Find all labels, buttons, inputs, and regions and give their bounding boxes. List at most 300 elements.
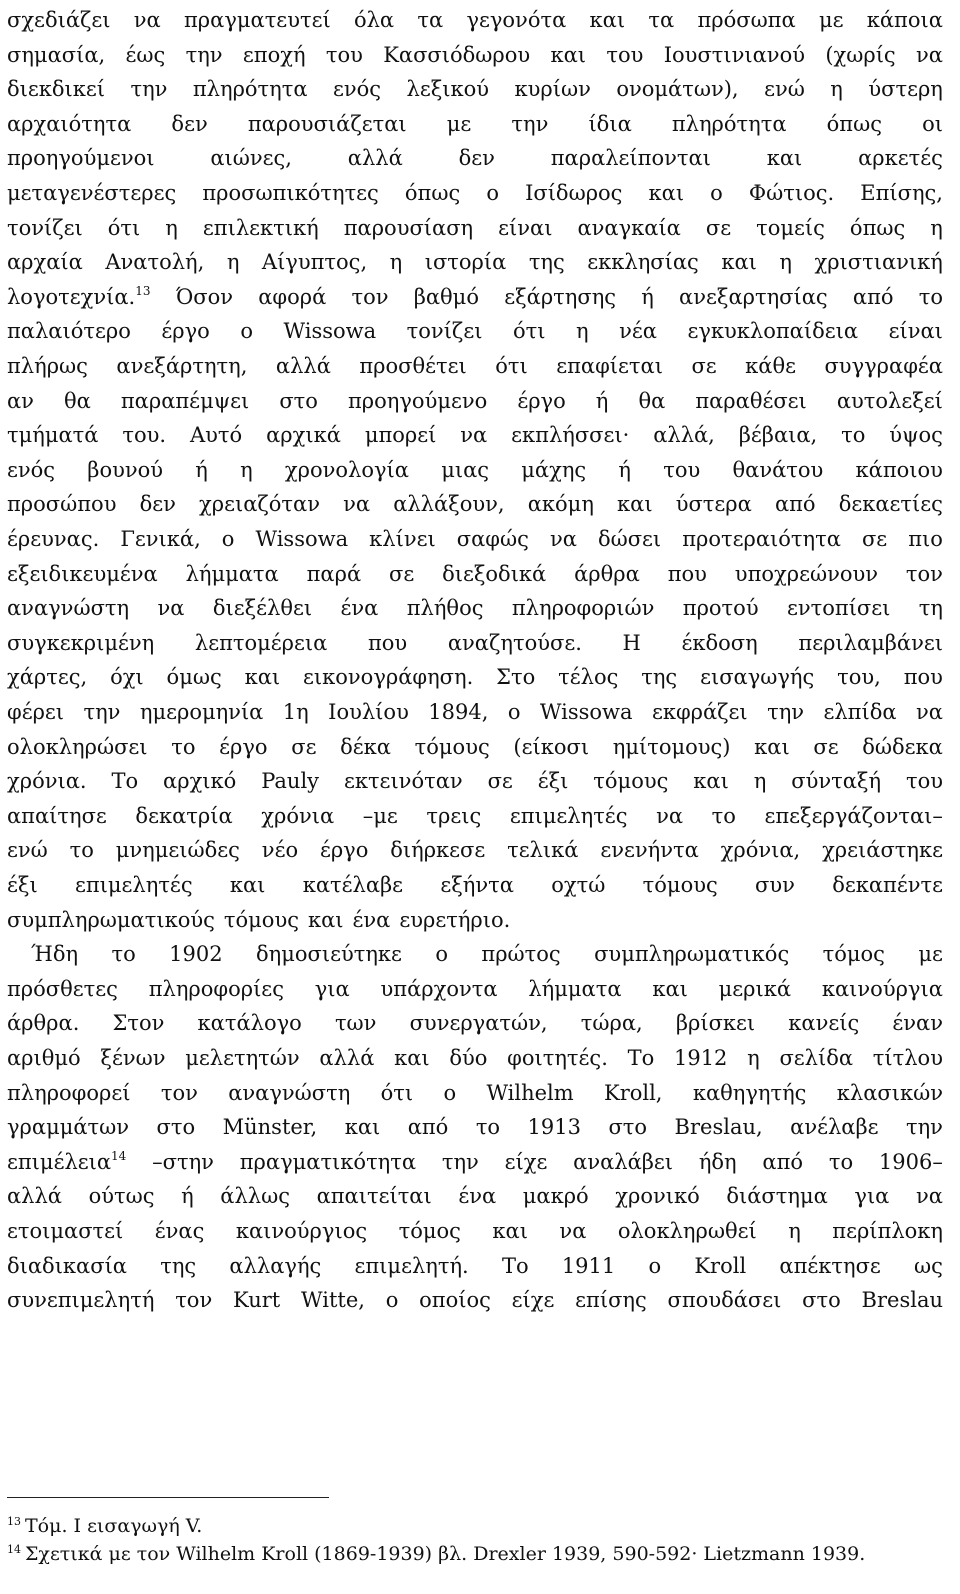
word: καινούργιος	[235, 1219, 368, 1243]
text-line	[7, 454, 943, 486]
word: ελπίδα	[823, 700, 897, 724]
footnote-number: 14	[7, 1543, 21, 1556]
word: έξι	[7, 873, 38, 897]
text-line	[7, 627, 943, 659]
word: δεκαετίες	[838, 492, 943, 517]
word: τον	[160, 1080, 198, 1105]
word: που	[667, 561, 707, 586]
word: ο	[435, 942, 448, 967]
word: επιμέλεια$^{14}$	[7, 1148, 127, 1174]
text-line	[7, 350, 943, 382]
word: αναζητούσε.	[447, 630, 582, 655]
word: επίσης	[575, 1288, 647, 1313]
word: αλλά	[275, 354, 331, 378]
word: αναγνώστη	[7, 596, 130, 621]
word: εντοπίσει	[786, 596, 891, 621]
word: να	[916, 42, 943, 67]
word: Wissowa	[539, 700, 633, 724]
word: αλλά	[7, 1184, 62, 1209]
word: δεν	[171, 111, 208, 136]
text-line	[7, 1284, 943, 1316]
word: αν	[7, 388, 34, 413]
text-line	[7, 177, 943, 209]
word: του,	[837, 665, 881, 690]
word: εξήντα	[440, 873, 514, 897]
word: ονομάτων),	[616, 77, 739, 102]
word: είναι	[888, 319, 943, 344]
word: ότι	[512, 319, 546, 344]
word: σε	[291, 734, 317, 759]
text-line	[7, 385, 943, 417]
word: βαθμό	[413, 284, 479, 309]
word: να	[133, 8, 161, 32]
word: πρόσθετες	[7, 976, 118, 1001]
word: καινούργια	[821, 976, 943, 1001]
word: απαιτείται	[316, 1184, 432, 1209]
word: συμπληρωματικός	[594, 942, 790, 967]
word: και	[652, 976, 688, 1001]
word: εικονογράφηση.	[303, 665, 474, 690]
word: αναλάβει	[573, 1149, 674, 1174]
word: από	[852, 284, 894, 309]
word: γραμμάτων	[7, 1115, 130, 1140]
word: μερικά	[718, 976, 792, 1001]
word: Kurt	[233, 1288, 281, 1313]
word: Ανατολή,	[105, 250, 205, 275]
word: και	[229, 873, 266, 897]
word: χρονολογία	[284, 457, 409, 482]
word: και	[244, 665, 281, 690]
word: κλίνει	[369, 527, 436, 551]
text-line	[7, 1111, 943, 1143]
word: παρουσίαση	[343, 215, 474, 240]
text-line	[7, 1250, 943, 1282]
word: ενώ	[7, 838, 48, 863]
word: λήμματα	[185, 561, 279, 586]
word: μιας	[441, 457, 490, 482]
word: έργο	[319, 838, 369, 863]
word: Ιουστινιανού	[663, 42, 805, 67]
word: (χωρίς	[825, 42, 896, 67]
word: 1912	[673, 1046, 728, 1070]
word: χρειαζόταν	[199, 492, 320, 517]
word: ξένων	[100, 1046, 166, 1070]
word: σε	[705, 215, 732, 240]
text-line	[7, 1146, 943, 1178]
text-line	[7, 1007, 943, 1039]
word: και	[589, 8, 626, 32]
word: έργο	[517, 388, 566, 413]
word: στο	[156, 1115, 196, 1140]
word: Το	[111, 769, 139, 794]
word: σε	[389, 561, 415, 586]
word: σε	[861, 527, 888, 551]
word: εποχή	[242, 42, 306, 67]
word: ή	[181, 1184, 194, 1209]
word: επιμελητές	[74, 873, 193, 897]
word: βέβαια,	[738, 423, 818, 448]
footnote-text: Σχετικά με τον Wilhelm Kroll (1869-1939) βλ. Drexler 1939, 590-592· Lietzmann 1939.	[25, 1543, 866, 1565]
word: όχι	[110, 665, 144, 690]
word: Wissowa	[255, 527, 349, 551]
text-line	[7, 4, 943, 36]
footnote-reference: 13	[135, 283, 151, 298]
word: –με	[362, 803, 398, 828]
word: ή	[641, 284, 654, 309]
word: ύστερα	[675, 492, 752, 517]
word: Ήδη	[31, 942, 79, 967]
footnote-reference: 14	[111, 1148, 127, 1163]
word: ύψος	[889, 423, 943, 448]
word: τονίζει	[406, 319, 483, 344]
word: περίπλοκη	[832, 1219, 943, 1243]
word: τόμους	[642, 873, 718, 897]
word: συγκεκριμένη	[7, 630, 155, 655]
word: ίδια	[588, 111, 632, 136]
word: μελετητών	[185, 1046, 300, 1070]
word: Breslau	[861, 1288, 943, 1313]
word: που	[367, 630, 408, 655]
word: να	[559, 1219, 587, 1243]
word: Επίσης,	[860, 181, 943, 205]
word: τα	[648, 8, 675, 32]
word: παρουσιάζεται	[247, 111, 407, 136]
word: χρόνια	[261, 803, 335, 828]
word: δέκα	[340, 734, 391, 759]
word: τόμους	[593, 769, 669, 794]
word: ή	[195, 457, 208, 482]
word: διαδικασία	[7, 1253, 127, 1278]
word: θα	[638, 388, 666, 413]
word: η	[240, 457, 253, 482]
text-line	[7, 246, 943, 278]
word: κατάλογο	[197, 1011, 302, 1036]
text-line	[7, 1042, 943, 1074]
word: σελίδα	[779, 1046, 854, 1070]
word: και	[617, 492, 653, 517]
text-line	[7, 558, 943, 590]
word: προτού	[682, 596, 759, 621]
word: αναγνώστη	[228, 1080, 351, 1105]
word: η	[830, 77, 843, 102]
word: 1η	[282, 700, 309, 724]
word: (είκοσι	[513, 734, 590, 759]
word: να	[157, 596, 185, 621]
word: δεν	[458, 146, 495, 171]
text-line	[7, 973, 943, 1005]
word: με	[818, 8, 844, 32]
word: είχε	[504, 1149, 548, 1174]
word: άρθρα.	[7, 1011, 80, 1036]
word: υποχρεώνουν	[734, 561, 879, 586]
word: ευρετήριο.	[399, 907, 511, 932]
text-line	[7, 800, 943, 832]
word: ημίτομους)	[612, 734, 731, 759]
word: σε	[813, 734, 839, 759]
word: για	[314, 976, 350, 1001]
text-line	[7, 419, 943, 451]
word: ακόμη	[527, 492, 594, 517]
word: εκφράζει	[651, 700, 748, 724]
word: εκκλησίας	[587, 250, 699, 275]
word: σε	[487, 769, 513, 794]
word: εξειδικευμένα	[7, 561, 158, 586]
text-line	[7, 315, 943, 347]
word: να	[549, 527, 577, 551]
word: ανεξάρτητη,	[116, 354, 248, 378]
word: η	[779, 250, 792, 275]
word: σημασία,	[7, 42, 106, 67]
word: Wilhelm	[486, 1080, 574, 1105]
word: την	[767, 700, 805, 724]
word: οι	[922, 111, 943, 136]
word: την	[185, 42, 223, 67]
word: κάθε	[745, 354, 796, 378]
text-line	[7, 488, 943, 520]
word: τα	[417, 8, 444, 32]
word: επαφίεται	[556, 354, 663, 378]
word: ότι	[495, 354, 528, 378]
word: ο	[507, 700, 521, 724]
word: ένα	[352, 907, 391, 932]
word: αρχικά	[266, 423, 341, 448]
word: μακρό	[522, 1184, 589, 1209]
word: δύο	[449, 1046, 488, 1070]
word: διεξοδικά	[442, 561, 547, 586]
word: ότι	[380, 1080, 414, 1105]
word: την	[130, 77, 168, 102]
word: εκπλήσσει·	[511, 423, 630, 448]
text-line	[7, 1180, 943, 1212]
footnote-number: 13	[7, 1515, 21, 1528]
word: είναι	[498, 215, 553, 240]
word: επεξεργάζονται–	[764, 803, 943, 828]
word: με	[446, 111, 472, 136]
word: μνημειώδες	[115, 838, 240, 863]
word: όπως	[826, 111, 882, 136]
text-line	[7, 904, 943, 936]
word: έργο	[219, 734, 268, 759]
word: χάρτες,	[7, 665, 88, 690]
word: ούτως	[88, 1184, 155, 1209]
word: από	[774, 492, 816, 517]
word: λεξικού	[406, 77, 490, 102]
word: ημερομηνία	[139, 700, 264, 724]
word: Φώτιος.	[748, 181, 835, 205]
word: συγγραφέα	[824, 354, 943, 378]
word: πρόσωπα	[697, 8, 796, 32]
word: του.	[122, 423, 167, 448]
footnote-text: Τόμ. Ι εισαγωγή V.	[25, 1515, 203, 1537]
word: προηγούμενο	[348, 388, 488, 413]
word: στο	[279, 388, 318, 413]
word: αφορά	[258, 284, 327, 309]
word: και	[492, 1219, 528, 1243]
word: τόμος	[822, 942, 885, 967]
word: πληρότητα	[192, 77, 308, 102]
word: το	[475, 1115, 501, 1140]
word: πιο	[908, 527, 943, 551]
word: άλλως	[220, 1184, 290, 1209]
word: αυτολεξεί	[836, 388, 943, 413]
word: ανέλαβε	[790, 1115, 879, 1140]
word: αλλάξουν,	[393, 492, 505, 517]
word: το	[841, 423, 866, 448]
word: επιμελητή.	[354, 1253, 469, 1278]
word: προσθέτει	[359, 354, 467, 378]
word: συμπληρωματικούς	[7, 907, 215, 932]
word: κατέλαβε	[302, 873, 404, 897]
word: η	[747, 1046, 760, 1070]
word: είχε	[511, 1288, 555, 1313]
word: παραθέσει	[695, 388, 807, 413]
word: για	[854, 1184, 890, 1209]
word: τμήματά	[7, 423, 99, 448]
footnote-separator	[7, 1497, 329, 1498]
word: η	[576, 319, 589, 344]
word: ο	[710, 181, 723, 205]
word: Στο	[496, 665, 536, 690]
word: αναγκαία	[577, 215, 681, 240]
word: συνεπιμελητή	[7, 1288, 155, 1313]
word: και	[550, 42, 587, 67]
word: οποίος	[419, 1288, 491, 1313]
word: τόμους	[223, 907, 299, 932]
word: τονίζει	[7, 215, 83, 240]
text-line	[7, 1077, 943, 1109]
word: σε	[691, 354, 717, 378]
word: ο	[240, 319, 253, 344]
text-line	[7, 834, 943, 866]
text-line	[7, 696, 943, 728]
text-line	[7, 281, 943, 313]
word: δεκαπέντε	[832, 873, 943, 897]
word: τέλος	[558, 665, 619, 690]
word: πληρότητα	[671, 111, 787, 136]
word: η	[930, 215, 943, 240]
word: της	[160, 1253, 197, 1278]
word: Ισίδωρος	[525, 181, 623, 205]
word: σχεδιάζει	[7, 8, 111, 32]
word: ήδη	[698, 1149, 737, 1174]
word: αλλαγής	[229, 1253, 322, 1278]
word: οχτώ	[551, 873, 606, 897]
word: στο	[608, 1115, 648, 1140]
word: η	[788, 1219, 801, 1243]
word: προσωπικότητες	[202, 181, 379, 205]
word: πλήθος	[406, 596, 484, 621]
footnote-13	[7, 1513, 202, 1539]
word: και	[344, 1115, 381, 1140]
word: χρονικό	[615, 1184, 700, 1209]
word: Αίγυπτος,	[261, 250, 368, 275]
word: Γενικά,	[120, 527, 201, 551]
word: να	[460, 423, 488, 448]
word: του	[606, 42, 644, 67]
word: πληροφορεί	[7, 1080, 131, 1105]
word: η	[226, 250, 240, 275]
word: τόμος	[398, 1219, 461, 1243]
word: Pauly	[261, 769, 320, 794]
word: ενώ	[764, 77, 805, 102]
word: όπως	[849, 215, 906, 240]
word: το	[918, 284, 943, 309]
word: πρώτος	[481, 942, 561, 967]
word: αρχαία	[7, 250, 83, 275]
word: φέρει	[7, 700, 65, 724]
word: την	[441, 1149, 479, 1174]
word: από	[407, 1115, 449, 1140]
word: Kroll,	[604, 1080, 663, 1105]
word: προτεραιότητα	[682, 527, 841, 551]
word: αριθμό	[7, 1046, 81, 1070]
word: από	[762, 1149, 804, 1174]
word: σπουδάσει	[667, 1288, 782, 1313]
word: ή	[618, 457, 631, 482]
word: Κασσιόδωρου	[383, 42, 531, 67]
word: Wissowa	[283, 319, 377, 344]
word: νέα	[619, 319, 657, 344]
word: διεξέλθει	[212, 596, 313, 621]
word: ετοιμαστεί	[7, 1219, 124, 1243]
word: γεγονότα	[466, 8, 567, 32]
word: τον	[175, 1288, 213, 1313]
word: όμως	[166, 665, 222, 690]
word: παρά	[306, 561, 362, 586]
text-line	[7, 869, 943, 901]
word: πλήρως	[7, 354, 88, 378]
word: Το	[501, 1253, 529, 1278]
word: και	[766, 146, 803, 171]
word: φοιτητές.	[507, 1046, 608, 1070]
word: ύστερη	[868, 77, 943, 102]
word: παραπέμψει	[120, 388, 250, 413]
word: έξι	[537, 769, 569, 794]
word: θα	[64, 388, 91, 413]
word: χρειάστηκε	[822, 838, 943, 863]
word: ένα	[458, 1184, 497, 1209]
word: μπορεί	[364, 423, 437, 448]
word: τον	[351, 284, 389, 309]
word: ένα	[340, 596, 379, 621]
word: παραλείπονται	[550, 146, 711, 171]
word: την	[905, 1115, 943, 1140]
word: τομείς	[756, 215, 825, 240]
word: λογοτεχνία.$^{13}$	[7, 283, 151, 309]
word: η	[165, 215, 178, 240]
word: και	[754, 734, 790, 759]
word: συνεργατών,	[409, 1011, 548, 1036]
word: 1911	[561, 1253, 616, 1278]
word: προσώπου	[7, 492, 117, 517]
word: και	[648, 181, 685, 205]
word: διεκδικεί	[7, 77, 105, 102]
word: άρθρα	[574, 561, 640, 586]
word: το	[171, 734, 196, 759]
word: την	[83, 700, 121, 724]
word: απαίτησε	[7, 803, 107, 828]
word: σύνταξή	[791, 769, 882, 794]
word: ο	[486, 181, 499, 205]
word: Münster,	[222, 1115, 318, 1140]
word: έκδοση	[681, 630, 758, 655]
word: παλαιότερο	[7, 319, 131, 344]
word: το	[111, 942, 136, 967]
text-line	[7, 592, 943, 624]
word: ανεξαρτησίας	[679, 284, 828, 309]
word: ενενήντα	[600, 838, 699, 863]
word: η	[753, 769, 767, 794]
